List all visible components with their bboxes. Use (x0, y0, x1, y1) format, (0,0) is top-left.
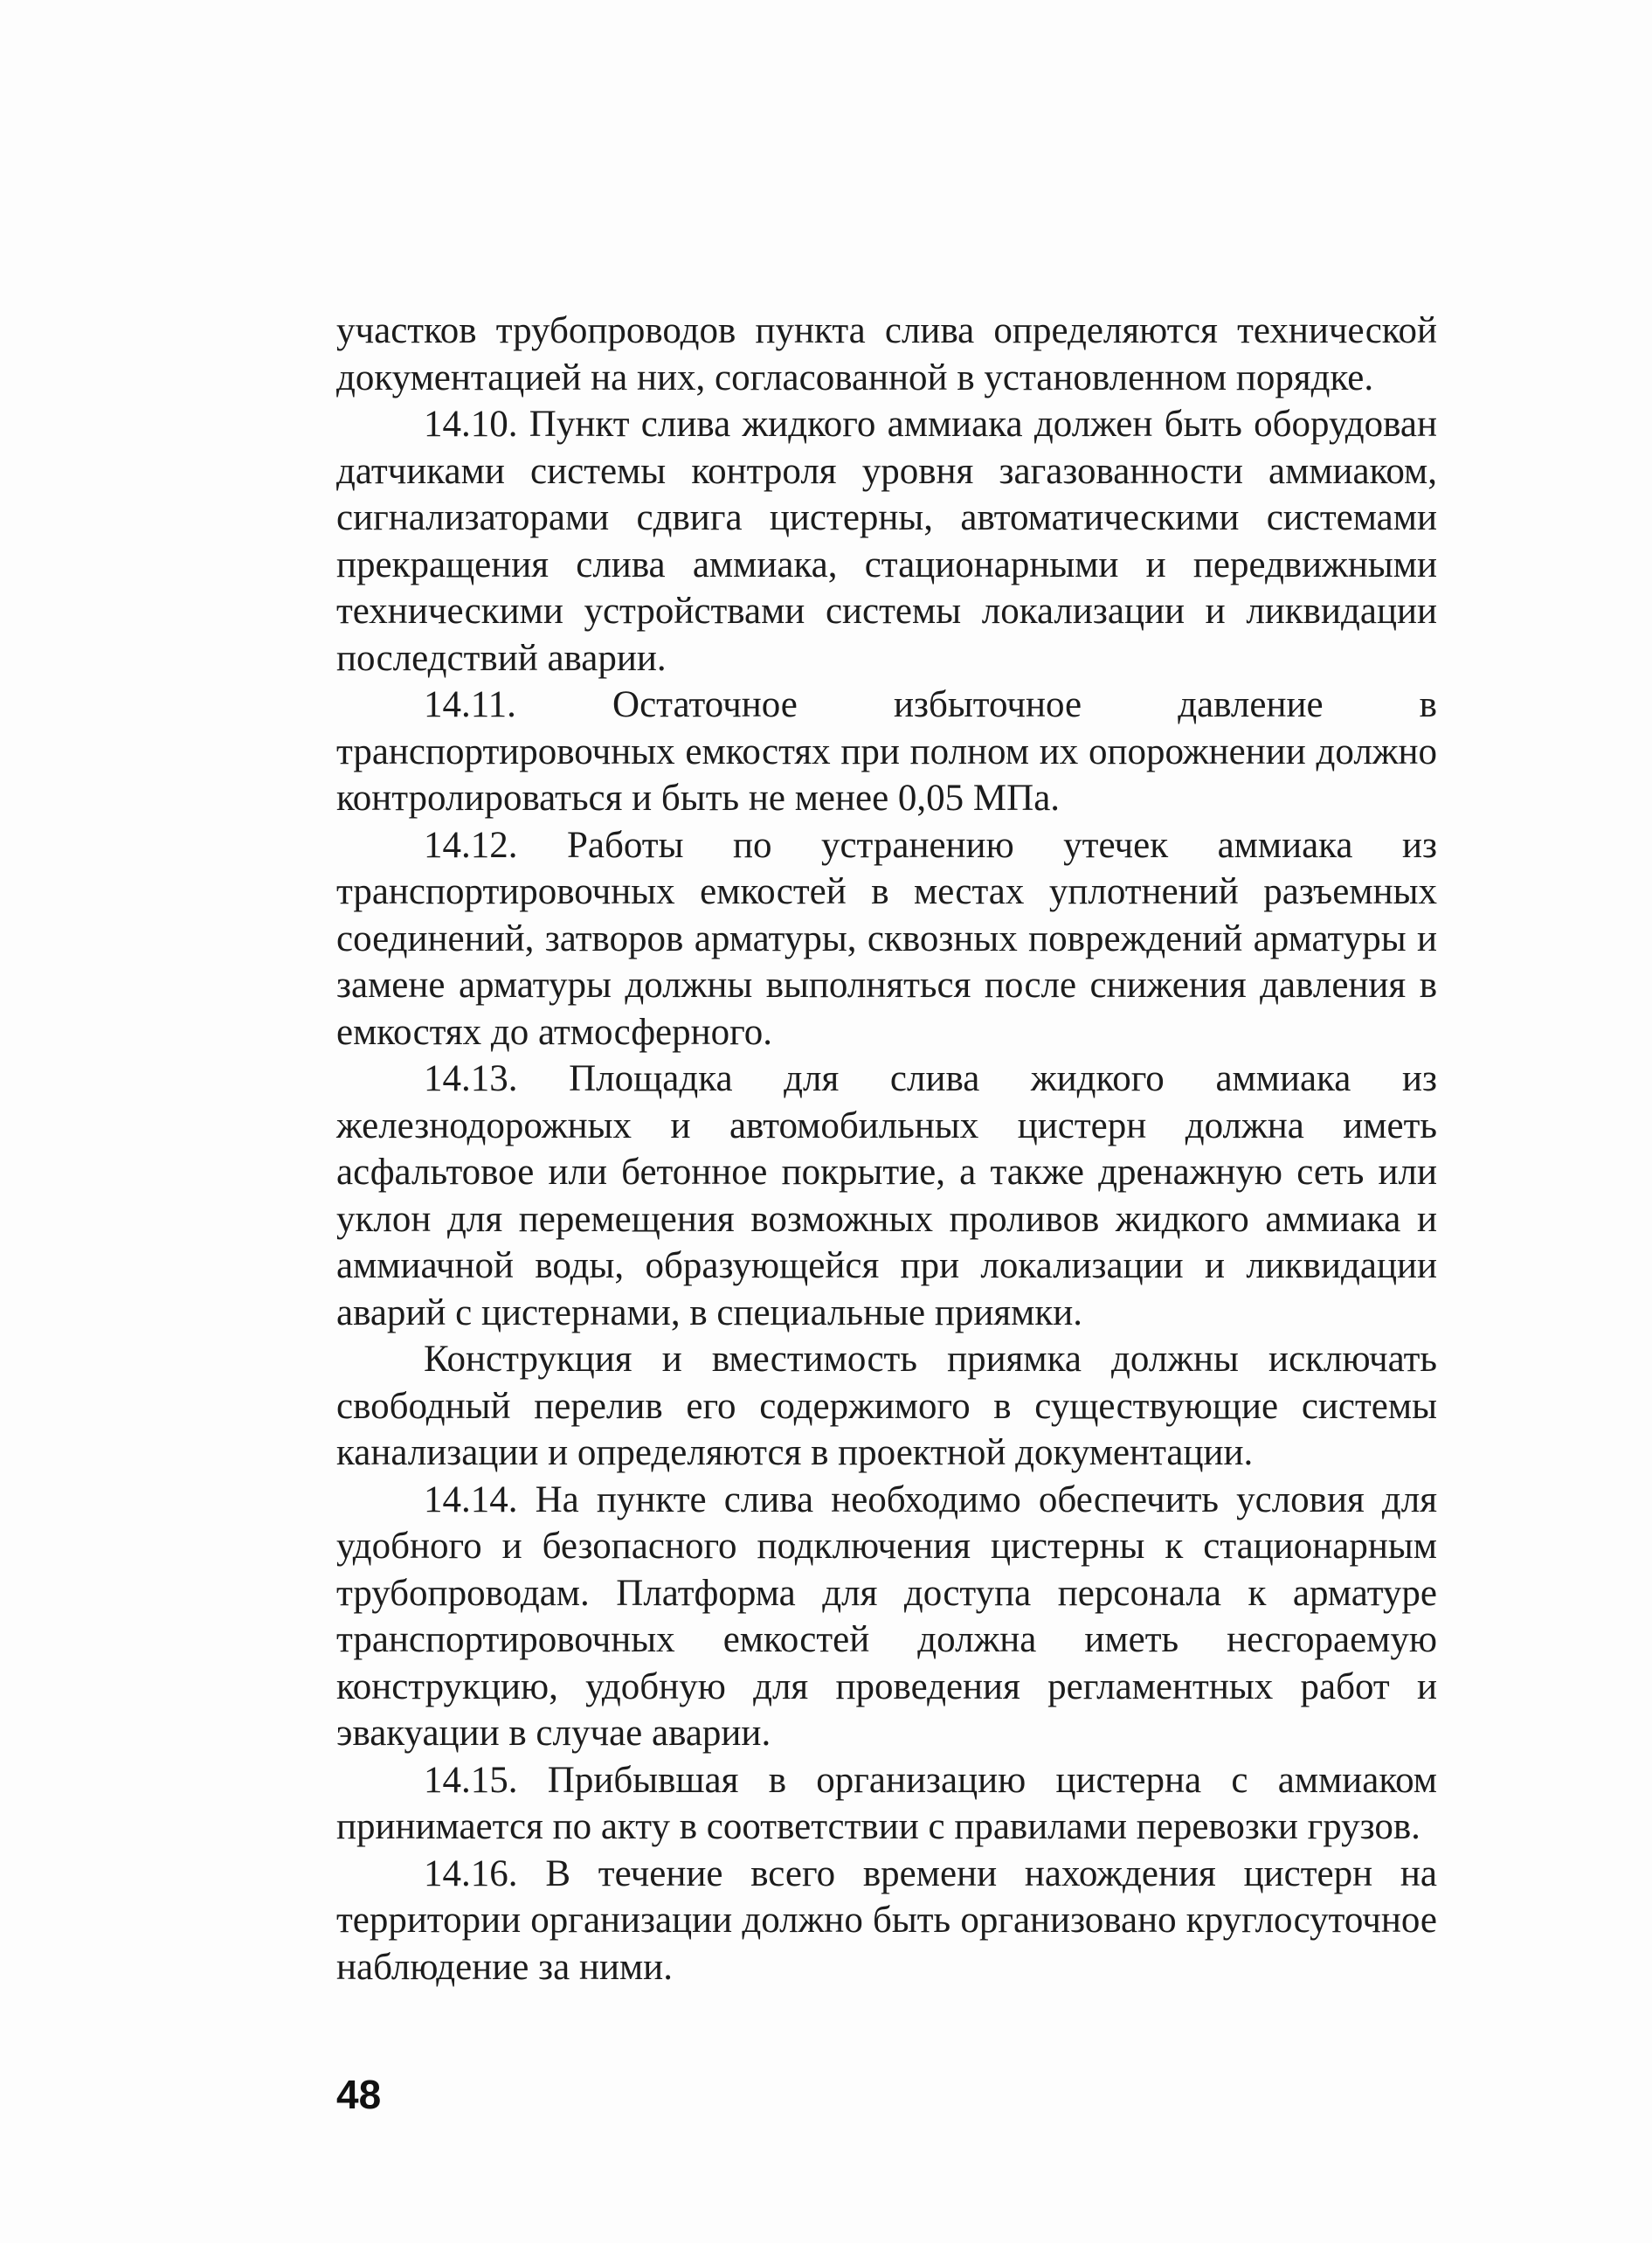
paragraph-14-15: 14.15. Прибывшая в организацию цистерна с аммиаком принимается по акту в соответствии с правилами перевозки грузов. (336, 1759, 1437, 1847)
page-number: 48 (336, 2072, 382, 2117)
paragraph-14-12: 14.12. Работы по устранению утечек аммиака из транспортировочных емкостей в местах уплотнений разъемных соединений, затворов арматуры, сквозных повреждений арматуры и замене арматуры должны выполняться после снижения давления в емкостях до атмосферного. (336, 824, 1437, 1053)
body-text (336, 308, 1437, 1990)
paragraph-14-10: 14.10. Пункт слива жидкого аммиака должен быть оборудован датчиками системы контроля уровня загазованности аммиаком, сигнализаторами сдвига цистерны, автоматическими системами прекращения слива аммиака, стационарными и передвижными техническими устройствами системы локализации и ликвидации последствий аварии. (336, 404, 1437, 679)
paragraph-14-14: 14.14. На пункте слива необходимо обеспечить условия для удобного и безопасного подключения цистерны к стационарным трубопроводам. Платформа для доступа персонала к арматуре транспортировочных емкостей должна иметь несгораемую конструкцию, удобную для проведения регламентных работ и эвакуации в случае аварии. (336, 1478, 1437, 1754)
paragraph-14-11: 14.11. Остаточное избыточное давление в транспортировочных емкостях при полном их опорожнении должно контролироваться и быть не менее 0,05 МПа. (336, 684, 1437, 819)
paragraph-14-13: 14.13. Площадка для слива жидкого аммиака из железнодорожных и автомобильных цистерн должна иметь асфальтовое или бетонное покрытие, а также дренажную сеть или уклон для перемещения возможных проливов жидкого аммиака и аммиачной воды, образующейся при локализации и ликвидации аварий с цистернами, в специальные приямки. (336, 1058, 1437, 1333)
paragraph-14-13-continuation: Конструкция и вместимость приямка должны исключать свободный перелив его содержимого в существующие системы канализации и определяются в проектной документации. (336, 1339, 1437, 1473)
paragraph-14-16: 14.16. В течение всего времени нахождения цистерн на территории организации должно быть организовано круглосуточное наблюдение за ними. (336, 1852, 1437, 1988)
paragraph-continuation: участков трубопроводов пункта слива определяются технической документацией на них, согласованной в установленном порядке. (336, 310, 1437, 398)
